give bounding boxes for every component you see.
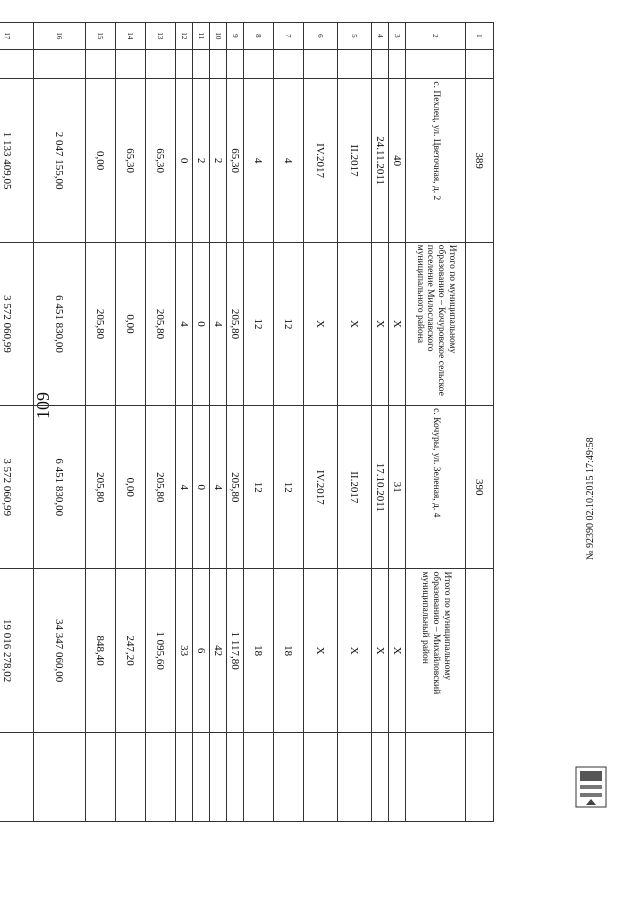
table-cell: 1 117,80 [227,569,244,732]
spacer-cell [86,732,116,821]
spacer-cell [389,49,406,79]
archive-logo-icon [574,765,608,809]
column-number: 15 [86,23,116,50]
spacer-cell [116,49,146,79]
table-cell: 4 [210,406,227,569]
table-cell: Итого по муниципальному образованию – Кочуровское сельское поселение Милославского муниципального района [406,242,466,405]
spacer-cell [210,49,227,79]
column-number: 17 [0,23,34,50]
data-table [0,22,494,822]
spacer-cell [338,732,372,821]
table-row [304,23,338,822]
table-cell: X [338,569,372,732]
table-cell: 2 047 155,00 [34,79,86,242]
spacer-cell [274,49,304,79]
table-row [86,23,116,822]
table-cell: 1 095,60 [146,569,176,732]
spacer-cell [304,732,338,821]
table-cell: 19 016 278,02 [0,569,34,732]
table-row [210,23,227,822]
table-cell: II.2017 [338,79,372,242]
column-number: 2 [406,23,466,50]
table-cell: 12 [274,242,304,405]
table-cell [466,569,494,732]
column-number: 11 [193,23,210,50]
table-cell: 2 [210,79,227,242]
table-cell: 33 [176,569,193,732]
table-cell: 0 [176,79,193,242]
table-cell: X [372,569,389,732]
spacer-cell [304,49,338,79]
table-cell: 0 [193,242,210,405]
spacer-cell [146,732,176,821]
spacer-cell [244,732,274,821]
table-cell: IV.2017 [304,79,338,242]
column-number: 4 [372,23,389,50]
table-row [244,23,274,822]
table-cell: 6 [193,569,210,732]
table-cell: 0,00 [116,406,146,569]
spacer-cell [244,49,274,79]
registration-stamp: № 92390 02.10.2015 17:49:58 [585,437,596,560]
table-cell: 0 [193,406,210,569]
table-cell: 205,80 [86,242,116,405]
table-cell: 12 [244,406,274,569]
table-row [227,23,244,822]
column-number: 14 [116,23,146,50]
table-cell: X [338,242,372,405]
table-cell: X [389,569,406,732]
spacer-cell [406,732,466,821]
table-cell: 389 [466,79,494,242]
table-row [372,23,389,822]
table-cell: 205,80 [227,242,244,405]
table-cell: 3 572 060,99 [0,242,34,405]
table-cell: 205,80 [146,406,176,569]
table-cell: 2 [193,79,210,242]
table-cell: 205,80 [146,242,176,405]
column-number: 12 [176,23,193,50]
table-cell: 65,30 [227,79,244,242]
table-row [34,23,86,822]
table-cell: 65,30 [116,79,146,242]
table-row [146,23,176,822]
table-cell: 31 [389,406,406,569]
table-row [338,23,372,822]
table-cell: 4 [244,79,274,242]
spacer-cell [338,49,372,79]
table-cell: 24.11.2011 [372,79,389,242]
spacer-cell [193,49,210,79]
table-row [193,23,210,822]
table-cell: 42 [210,569,227,732]
table-cell [466,242,494,405]
table-row [0,23,34,822]
table-cell: 12 [244,242,274,405]
table-cell: 205,80 [86,406,116,569]
column-number: 10 [210,23,227,50]
table-row [466,23,494,822]
column-number: 8 [244,23,274,50]
column-number: 1 [466,23,494,50]
spacer-cell [372,732,389,821]
spacer-cell [466,732,494,821]
table-cell: 247,20 [116,569,146,732]
table-cell: 4 [274,79,304,242]
spacer-cell [34,49,86,79]
table-row [176,23,193,822]
spacer-cell [227,732,244,821]
table-cell: 6 451 830,00 [34,406,86,569]
table-cell: 848,40 [86,569,116,732]
column-number: 7 [274,23,304,50]
table-container [1,22,494,822]
table-cell: X [304,569,338,732]
table-row [116,23,146,822]
table-cell: 3 572 060,99 [0,406,34,569]
table-cell: X [372,242,389,405]
table-cell: 205,80 [227,406,244,569]
table-cell: 18 [244,569,274,732]
spacer-cell [274,732,304,821]
table-cell: 18 [274,569,304,732]
spacer-cell [146,49,176,79]
spacer-cell [406,49,466,79]
spacer-cell [389,732,406,821]
spacer-cell [0,732,34,821]
column-number: 6 [304,23,338,50]
spacer-cell [116,732,146,821]
table-cell: 0,00 [116,242,146,405]
column-number: 9 [227,23,244,50]
table-cell: 4 [210,242,227,405]
table-cell: 17.10.2011 [372,406,389,569]
spacer-cell [34,732,86,821]
column-number: 13 [146,23,176,50]
table-row [389,23,406,822]
table-cell: 4 [176,406,193,569]
table-row [406,23,466,822]
table-cell: II.2017 [338,406,372,569]
spacer-cell [227,49,244,79]
table-cell: 0,00 [86,79,116,242]
table-cell: X [304,242,338,405]
spacer-cell [0,49,34,79]
table-cell: с. Кочуры, ул. Зеленая, д. 4 [406,406,466,569]
table-cell: 1 133 409,05 [0,79,34,242]
table-row [274,23,304,822]
column-number: 3 [389,23,406,50]
table-cell: 390 [466,406,494,569]
spacer-cell [372,49,389,79]
spacer-cell [193,732,210,821]
column-number: 5 [338,23,372,50]
spacer-cell [210,732,227,821]
page-number: 109 [33,392,53,419]
table-cell: Итого по муниципальному образованию – Михайловский муниципальный район [406,569,466,732]
table-cell: 12 [274,406,304,569]
table-cell: X [389,242,406,405]
table-cell: IV.2017 [304,406,338,569]
table-cell: 4 [176,242,193,405]
table-cell: 6 451 830,00 [34,242,86,405]
column-number: 16 [34,23,86,50]
table-cell: 40 [389,79,406,242]
table-cell: 34 347 060,00 [34,569,86,732]
spacer-cell [176,49,193,79]
table-cell: 65,30 [146,79,176,242]
spacer-cell [176,732,193,821]
spacer-cell [466,49,494,79]
table-cell: с. Пехлец, ул. Цветочная, д. 2 [406,79,466,242]
spacer-cell [86,49,116,79]
